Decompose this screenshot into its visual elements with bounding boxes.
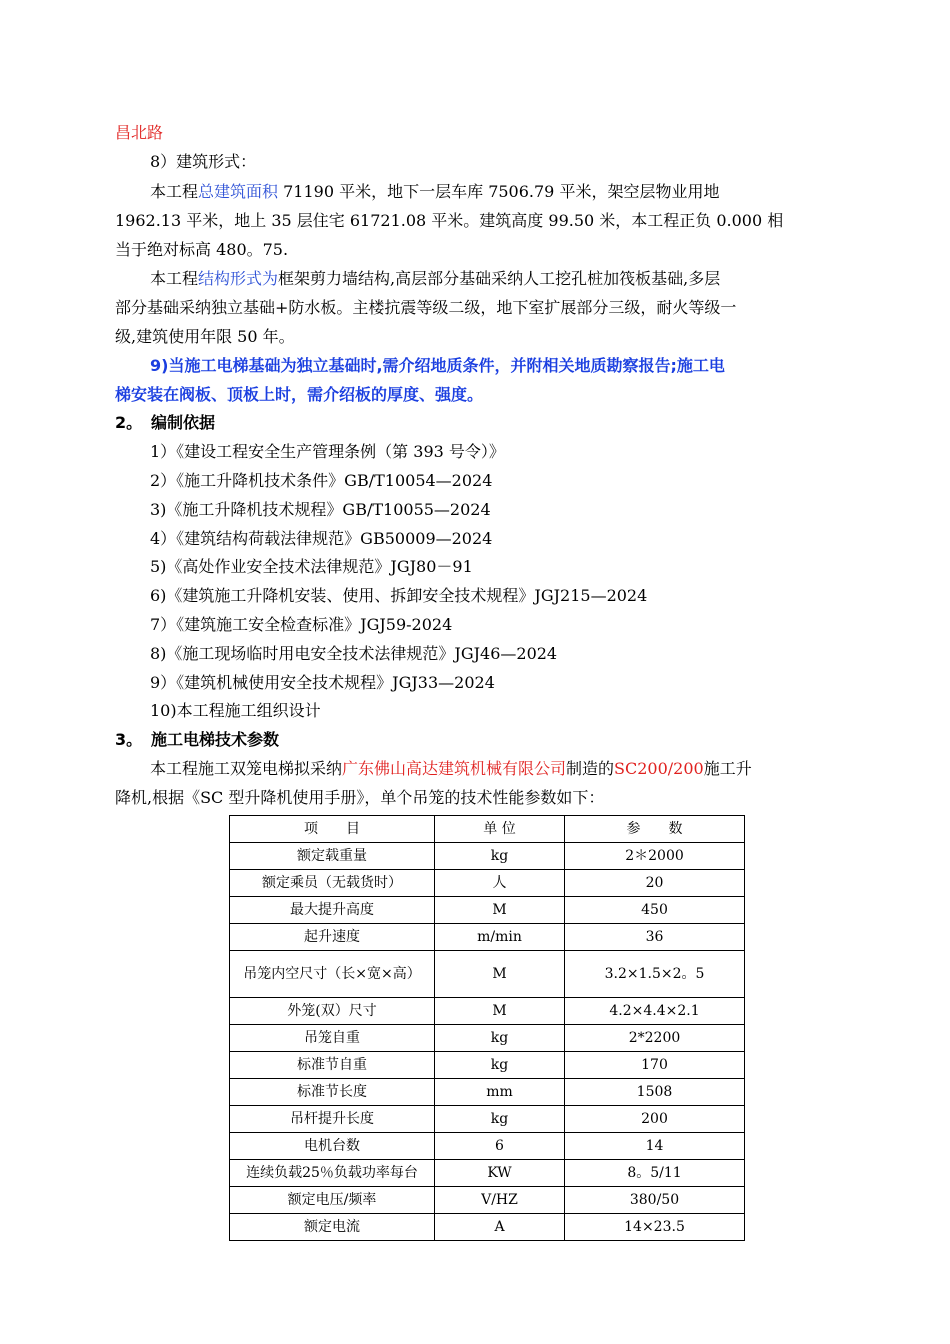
- basis-item: 5)《高处作业安全技术法律规范》JGJ80－91: [150, 557, 473, 576]
- table-header-row: [230, 816, 745, 843]
- basis-item: 1）《建设工程安全生产管理条例（第 393 号令）》: [150, 442, 505, 461]
- structure-paragraph-line-3: 级,建筑使用年限 50 年。: [115, 327, 295, 346]
- table-row: [230, 870, 745, 897]
- cell-item: 吊笼内空尺寸（长×宽×高）: [230, 951, 435, 998]
- cell-value: 200: [565, 1106, 745, 1133]
- cell-unit: KW: [435, 1160, 565, 1187]
- header-unit: 单 位: [435, 816, 565, 843]
- basis-item: 4）《建筑结构荷载法律规范》GB50009—2024: [150, 529, 493, 548]
- table-row: [230, 1079, 745, 1106]
- item-9-line-1: 9)当施工电梯基础为独立基础时,需介绍地质条件，并附相关地质勘察报告;施工电: [150, 356, 725, 375]
- cell-item: 最大提升高度: [230, 897, 435, 924]
- header-value: 参 数: [565, 816, 745, 843]
- cell-item: 外笼(双）尺寸: [230, 998, 435, 1025]
- item-9-line-2: 梯安装在阀板、顶板上时，需介绍板的厚度、强度。: [115, 385, 484, 404]
- total-area-highlight: 总建筑面积: [198, 182, 279, 201]
- cell-unit: m/min: [435, 924, 565, 951]
- cell-value: 36: [565, 924, 745, 951]
- cell-value: 8。5/11: [565, 1160, 745, 1187]
- basis-item: 2）《施工升降机技术条件》GB/T10054—2024: [150, 471, 493, 490]
- table-row: [230, 1025, 745, 1052]
- basis-item: 10)本工程施工组织设计: [150, 701, 321, 720]
- section-3-heading: 3。 施工电梯技术参数: [115, 730, 280, 749]
- cell-unit: A: [435, 1214, 565, 1241]
- cell-item: 电机台数: [230, 1133, 435, 1160]
- cell-unit: M: [435, 951, 565, 998]
- intro-paragraph-line-1: 本工程施工双笼电梯拟采纳广东佛山高达建筑机械有限公司制造的SC200/200施工升: [150, 759, 752, 778]
- cell-unit: kg: [435, 1025, 565, 1052]
- intro-paragraph-line-2: 降机,根据《SC 型升降机使用手册》，单个吊笼的技术性能参数如下：: [115, 788, 605, 807]
- cell-value: 2*2200: [565, 1025, 745, 1052]
- cell-value: 4.2×4.4×2.1: [565, 998, 745, 1025]
- cell-value: 2＊2000: [565, 843, 745, 870]
- cell-value: 3.2×1.5×2。5: [565, 951, 745, 998]
- structure-paragraph-line-1: 本工程结构形式为框架剪力墙结构,高层部分基础采纳人工挖孔桩加筏板基础,多层: [150, 269, 721, 288]
- manufacturer-name: 广东佛山高达建筑机械有限公司: [342, 759, 567, 778]
- cell-item: 标准节自重: [230, 1052, 435, 1079]
- area-paragraph-line-3: 当于绝对标高 480。75.: [115, 240, 289, 259]
- cell-item: 连续负载25％负载功率每台: [230, 1160, 435, 1187]
- table-row: [230, 843, 745, 870]
- cell-unit: M: [435, 897, 565, 924]
- cell-unit: 6: [435, 1133, 565, 1160]
- structure-form-highlight: 结构形式为: [198, 269, 279, 288]
- table-row: [230, 1052, 745, 1079]
- basis-item: 3)《施工升降机技术规程》GB/T10055—2024: [150, 500, 491, 519]
- section-2-heading: 2。 编制依据: [115, 413, 216, 432]
- technical-parameters-table: [229, 815, 745, 1241]
- area-paragraph-line-1: 本工程总建筑面积 71190 平米，地下一层车库 7506.79 平米，架空层物业用地: [150, 182, 720, 201]
- cell-value: 20: [565, 870, 745, 897]
- cell-item: 额定电压/频率: [230, 1187, 435, 1214]
- item-8-label: 8）建筑形式：: [150, 152, 257, 171]
- cell-value: 380/50: [565, 1187, 745, 1214]
- cell-unit: M: [435, 998, 565, 1025]
- basis-item: 6)《建筑施工升降机安装、使用、拆卸安全技术规程》JGJ215—2024: [150, 586, 648, 605]
- cell-item: 起升速度: [230, 924, 435, 951]
- table-row: [230, 1160, 745, 1187]
- cell-unit: mm: [435, 1079, 565, 1106]
- cell-value: 14×23.5: [565, 1214, 745, 1241]
- cell-value: 1508: [565, 1079, 745, 1106]
- basis-item: 7）《建筑施工安全检查标准》JGJ59-2024: [150, 615, 453, 634]
- cell-item: 吊笼自重: [230, 1025, 435, 1052]
- table-row: [230, 1214, 745, 1241]
- cell-item: 额定载重量: [230, 843, 435, 870]
- table-row: [230, 1187, 745, 1214]
- cell-item: 标准节长度: [230, 1079, 435, 1106]
- table-row: [230, 897, 745, 924]
- table-row: [230, 998, 745, 1025]
- table-row: [230, 1133, 745, 1160]
- basis-item: 8)《施工现场临时用电安全技术法律规范》JGJ46—2024: [150, 644, 558, 663]
- table-row: [230, 1106, 745, 1133]
- cell-item: 额定电流: [230, 1214, 435, 1241]
- basis-item: 9）《建筑机械使用安全技术规程》JGJ33—2024: [150, 673, 495, 692]
- model-name: SC200/200: [614, 759, 704, 778]
- cell-item: 额定乘员（无载货时）: [230, 870, 435, 897]
- cell-value: 450: [565, 897, 745, 924]
- cell-unit: 人: [435, 870, 565, 897]
- street-name: 昌北路: [115, 123, 164, 142]
- table-row: [230, 924, 745, 951]
- cell-item: 吊杆提升长度: [230, 1106, 435, 1133]
- cell-value: 14: [565, 1133, 745, 1160]
- cell-unit: kg: [435, 1106, 565, 1133]
- table-row: [230, 951, 745, 998]
- cell-value: 170: [565, 1052, 745, 1079]
- structure-paragraph-line-2: 部分基础采纳独立基础+防水板。主楼抗震等级二级，地下室扩展部分三级，耐火等级一: [115, 298, 737, 317]
- area-paragraph-line-2: 1962.13 平米，地上 35 层住宅 61721.08 平米。建筑高度 99.50 米，本工程正负 0.000 相: [115, 211, 784, 230]
- cell-unit: kg: [435, 843, 565, 870]
- header-item: 项 目: [230, 816, 435, 843]
- cell-unit: V/HZ: [435, 1187, 565, 1214]
- cell-unit: kg: [435, 1052, 565, 1079]
